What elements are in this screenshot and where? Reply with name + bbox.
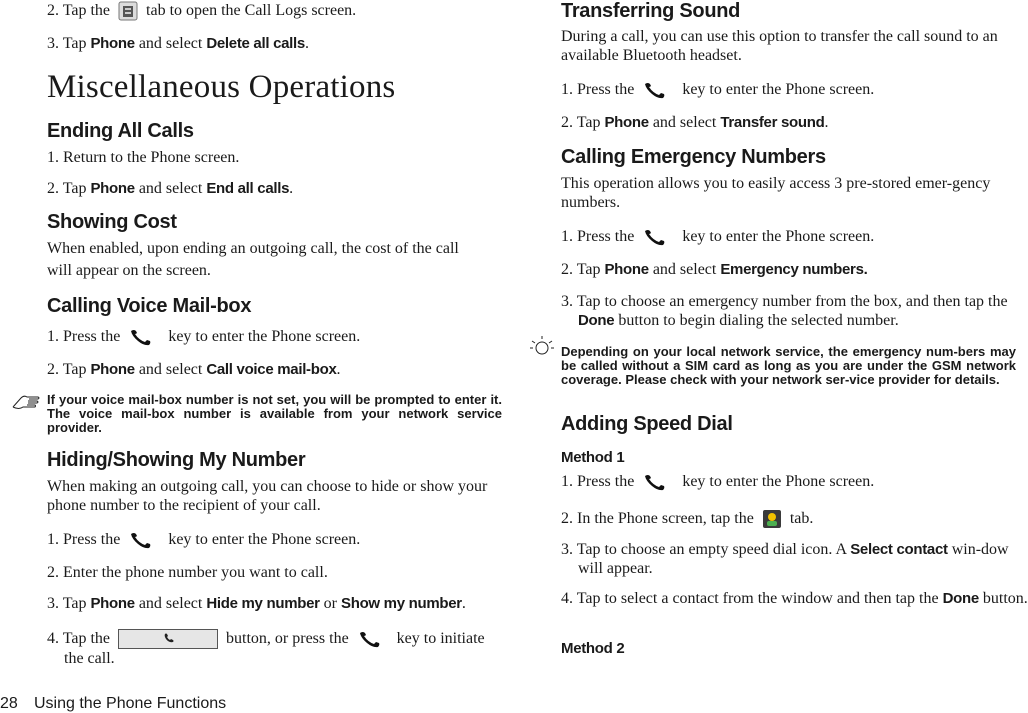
phone-key-icon (642, 227, 674, 247)
chapter-title: Using the Phone Functions (34, 695, 227, 712)
emergency-note: Depending on your local network service, the emergency num-bers may be called without a SIM card as long as you are under the GSM network coverage. Please check with your network ser-vice provider for details. (561, 344, 1016, 387)
hiding-step-2: 2. Enter the phone number you want to call. (47, 564, 328, 581)
speed-step-2: 2. In the Phone screen, tap the tab. (561, 509, 813, 529)
transfer-step-2: 2. Tap Phone and select Transfer sound. (561, 114, 829, 131)
call-button-icon (118, 629, 218, 649)
hiding-number-heading: Hiding/Showing My Number (47, 449, 306, 471)
phone-key-icon (642, 472, 674, 492)
speed-dial-heading: Adding Speed Dial (561, 413, 733, 435)
ending-step-2: 2. Tap Phone and select End all calls. (47, 180, 294, 197)
call-logs-tab-icon (118, 1, 138, 21)
hiding-step-4: 4. Tap the button, or press the key to initiate (47, 629, 485, 649)
emergency-body: This operation allows you to easily access 3 pre-stored emer-gency numbers. (561, 175, 991, 211)
hiding-step-3: 3. Tap Phone and select Hide my number or Show my number. (47, 595, 466, 612)
speed-step-1: 1. Press the key to enter the Phone screen. (561, 472, 874, 492)
delete-calls-step: 3. Tap Phone and select Delete all calls. (47, 35, 309, 52)
ending-calls-heading: Ending All Calls (47, 120, 194, 142)
cost-body-line-2: will appear on the screen. (47, 262, 211, 279)
speed-step-3: 3. Tap to choose an empty speed dial icon. A Select contact win-dow will appear. (561, 541, 1009, 577)
hiding-body: When making an outgoing call, you can choose to hide or show your phone number to the recipient of your call. (47, 478, 488, 514)
transfer-body: During a call, you can use this option to transfer the call sound to an available Bluetooth headset. (561, 28, 998, 64)
transfer-sound-heading: Transferring Sound (561, 0, 741, 22)
note-hand-icon (11, 392, 41, 412)
tip-lightbulb-icon (529, 334, 555, 358)
hiding-step-4-continued: the call. (64, 650, 115, 667)
speed-step-4: 4. Tap to select a contact from the window and then tap the Done button. (561, 590, 1028, 607)
emergency-heading: Calling Emergency Numbers (561, 146, 826, 168)
voice-mail-note: If your voice mail-box number is not set, you will be prompted to enter it. The voice mail-box number is available from your network service provider. (47, 392, 502, 435)
emergency-step-1: 1. Press the key to enter the Phone screen. (561, 227, 874, 247)
voice-mail-heading: Calling Voice Mail-box (47, 295, 252, 317)
transfer-step-1: 1. Press the key to enter the Phone screen. (561, 80, 874, 100)
method-2-label: Method 2 (561, 640, 625, 657)
phone-key-icon (128, 327, 160, 347)
section-title: Miscellaneous Operations (47, 69, 396, 105)
emergency-step-2: 2. Tap Phone and select Emergency numbers. (561, 261, 868, 278)
emergency-step-3: 3. Tap to choose an emergency number from the box, and then tap the Done button to begin dialing the selected number. (561, 293, 1008, 329)
voice-mail-step-1: 1. Press the key to enter the Phone screen. (47, 327, 360, 347)
ending-step-1: 1. Return to the Phone screen. (47, 149, 240, 166)
phone-key-icon (642, 80, 674, 100)
voice-mail-step-2: 2. Tap Phone and select Call voice mail-box. (47, 361, 341, 378)
call-logs-step: 2. Tap the tab to open the Call Logs screen. (47, 1, 356, 21)
phone-key-icon (357, 629, 389, 649)
cost-body-line-1: When enabled, upon ending an outgoing call, the cost of the call (47, 240, 459, 257)
showing-cost-heading: Showing Cost (47, 211, 177, 233)
method-1-label: Method 1 (561, 449, 625, 466)
page-number: 28 (0, 695, 18, 712)
speed-dial-tab-icon (762, 509, 782, 529)
phone-key-icon (128, 530, 160, 550)
hiding-step-1: 1. Press the key to enter the Phone screen. (47, 530, 360, 550)
